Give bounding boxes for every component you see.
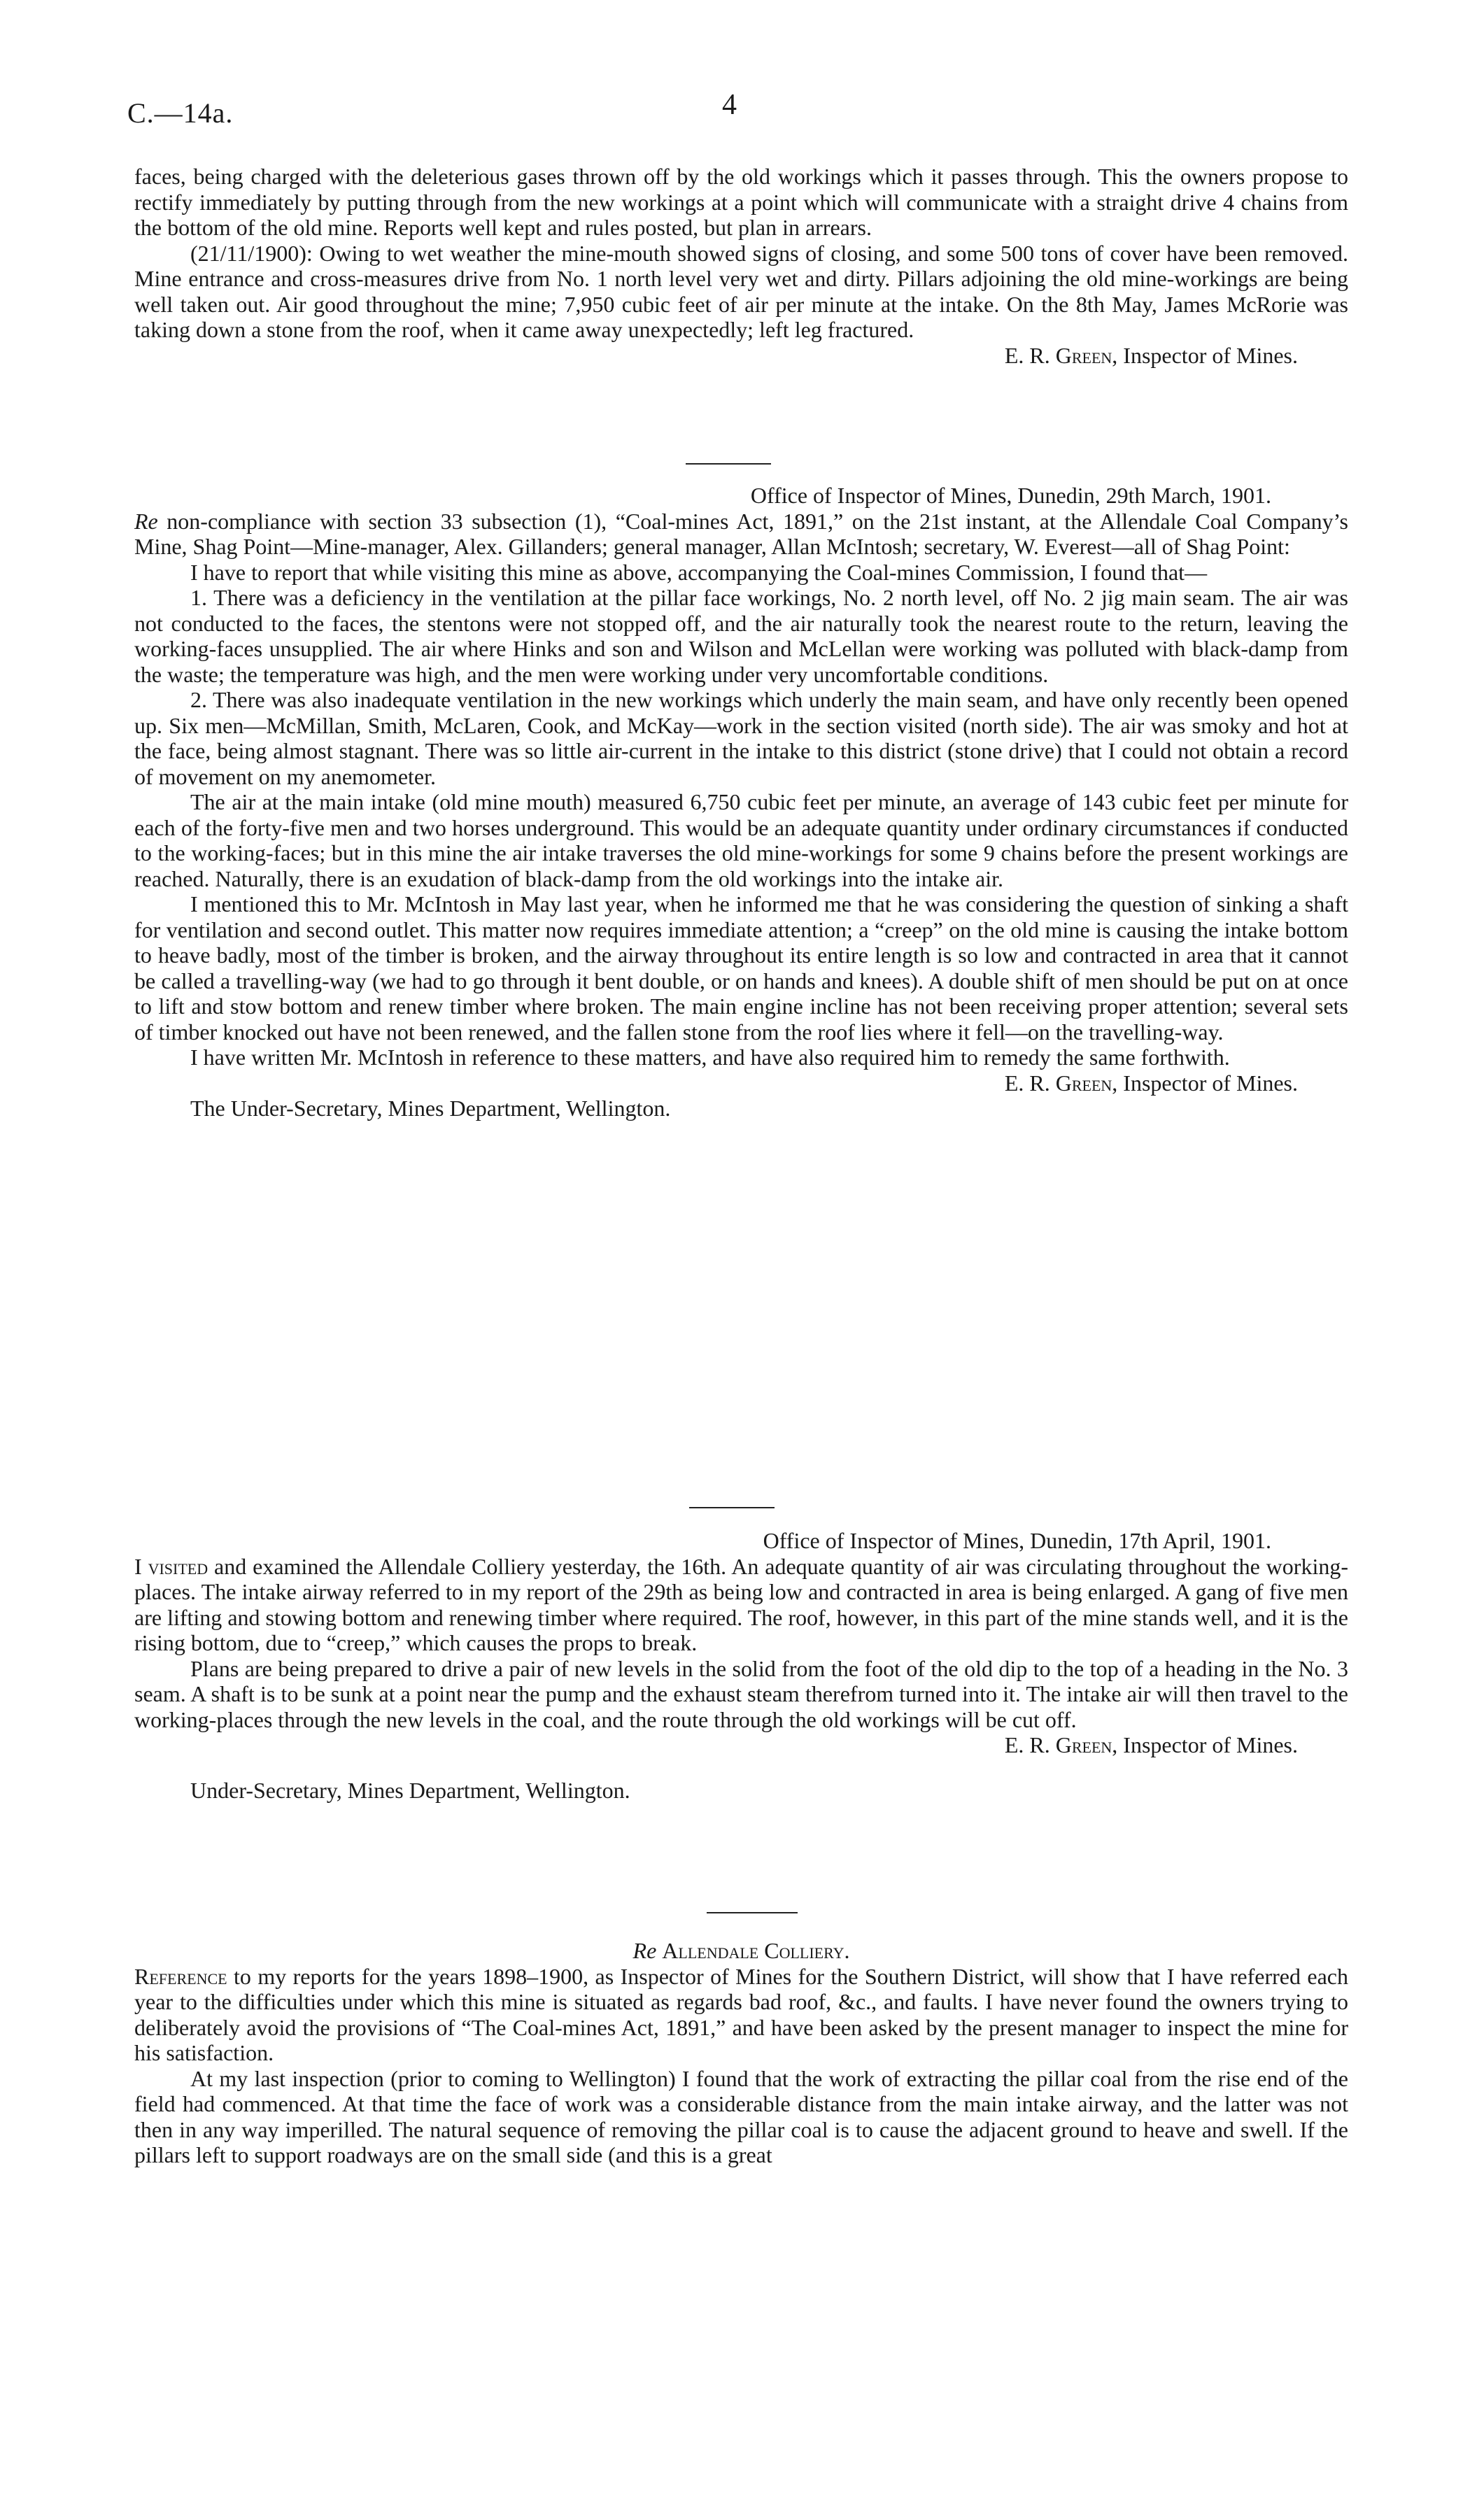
paragraph: I have written Mr. McIntosh in reference to these matters, and have also required him to remedy the same forthwith. — [190, 1045, 1230, 1070]
signature — [134, 343, 1348, 369]
paragraph: 1. There was a deficiency in the ventilation at the pillar face workings, No. 2 north level, off No. 2 jig main seam. The air was not conducted to the faces, the stentons were not stopped off, and the air naturally took the nearest route to the return, leaving the working-faces unsupplied. The air where Hinks and son and Wilson and McLellan were working was polluted with black-damp from the waste; the temperature was high, and the men were working under very uncomfortable conditions. — [134, 585, 1348, 687]
addressee: The Under-Secretary, Mines Department, Wellington. — [190, 1096, 671, 1121]
paragraph: I have to report that while visiting this mine as above, accompanying the Coal-mines Commission, I found that— — [190, 559, 1208, 585]
series-code: C.—14a. — [127, 97, 234, 129]
lead-word: I visited — [134, 1553, 209, 1579]
re-text: non-compliance with section 33 subsection (1), “Coal-mines Act, 1891,” on the 21st instant, at the Allendale Coal Company’s Mine, Shag Point—Mine-manager, Alex. Gillanders; general manager, Allan McIntosh; secretary, W. Everest—all of Shag Point: — [134, 508, 1348, 559]
paragraph-text: to my reports for the years 1898–1900, as Inspector of Mines for the Southern District, will show that I have referred each year to the difficulties under which this mine is situated as regards bad roof, &c., and faults. I have never found the owners trying to deliberately avoid the provisions of “The Coal-mines Act, 1891,” and have been asked by the present manager to inspect the mine for his satisfaction. — [134, 1963, 1348, 2065]
lead-word: Reference — [134, 1963, 227, 1989]
paragraph-text: and examined the Allendale Colliery yesterday, the 16th. An adequate quantity of air was circulating throughout the working-places. The intake airway referred to in my report of the 29th as being low and contracted in area is being enlarged. A gang of five men are lifting and stowing bottom and renewing timber where required. The roof, however, in this part of the mine stands well, and it is the rising bottom, due to “creep,” which causes the props to break. — [134, 1553, 1348, 1655]
title-re: Re — [632, 1938, 657, 1963]
section-1 — [134, 164, 1348, 368]
re-word: Re — [134, 508, 158, 534]
signature-name: E. R. Green — [1004, 1732, 1112, 1757]
paragraph: 2. There was also inadequate ventilation in the new workings which underly the main seam, and have only recently been opened up. Six men—McMillan, Smith, McLaren, Cook, and McKay—work in the section visited (north side). The air was smoky and hot at the face, being almost stagnant. There was so little air-current in the intake to this district (stone drive) that I could not obtain a record of movement on my anemometer. — [134, 687, 1348, 789]
paragraph: The air at the main intake (old mine mouth) measured 6,750 cubic feet per minute, an average of 143 cubic feet per minute for each of the forty-five men and two horses underground. This would be an adequate quantity under ordinary circumstances if conducted to the working-faces; but in this mine the air intake traverses the old mine-workings for some 9 chains before the present workings are reached. Naturally, there is an exudation of black-damp from the old workings into the intake air. — [134, 789, 1348, 891]
signature — [134, 1070, 1348, 1096]
signature — [134, 1732, 1348, 1758]
signature-title: , Inspector of Mines. — [1112, 1070, 1298, 1096]
re-paragraph — [134, 509, 1348, 560]
office-line: Office of Inspector of Mines, Dunedin, 17th April, 1901. — [763, 1528, 1271, 1553]
section-4 — [134, 1938, 1348, 2168]
paragraph: At my last inspection (prior to coming to Wellington) I found that the work of extracting the pillar coal from the rise end of the field had commenced. At that time the face of work was a considerable distance from the main intake airway, and the latter was not then in any way imperilled. The natural sequence of removing the pillar coal is to cause the adjacent ground to heave and swell. If the pillars left to support roadways are on the small side (and this is a great — [134, 2065, 1348, 2167]
section-divider — [689, 1507, 775, 1508]
section-3 — [134, 1528, 1348, 1803]
signature-name: E. R. Green — [1004, 342, 1112, 368]
section-2 — [134, 483, 1348, 1121]
office-line: Office of Inspector of Mines, Dunedin, 29th March, 1901. — [750, 483, 1271, 508]
paragraph: Plans are being prepared to drive a pair of new levels in the solid from the foot of the old dip to the top of a heading in the No. 3 seam. A shaft is to be sunk at a point near the pump and the exhaust steam therefrom turned into it. The intake air will then travel to the working-places through the new levels in the coal, and the route through the old workings will be cut off. — [134, 1655, 1348, 1732]
signature-title: , Inspector of Mines. — [1112, 1732, 1298, 1757]
paragraph — [134, 1964, 1348, 2066]
title-text: Allendale Colliery. — [662, 1938, 850, 1963]
paragraph — [134, 1554, 1348, 1656]
section-divider — [707, 1912, 798, 1913]
paragraph: (21/11/1900): Owing to wet weather the mine-mouth showed signs of closing, and some 500 tons of cover have been removed. Mine entrance and cross-measures drive from No. 1 north level very wet and dirty. Pillars adjoining the old mine-workings are being well taken out. Air good throughout the mine; 7,950 cubic feet of air per minute at the intake. On the 8th May, James McRorie was taking down a stone from the roof, when it came away unexpectedly; left leg fractured. — [134, 240, 1348, 342]
page-number: 4 — [722, 89, 737, 121]
paragraph: I mentioned this to Mr. McIntosh in May last year, when he informed me that he was considering the question of sinking a shaft for ventilation and second outlet. This matter now requires immediate attention; a “creep” on the old mine is causing the intake bottom to heave badly, most of the timber is broken, and the airway throughout its entire length is so low and contracted in area that it cannot be called a travelling-way (we had to go through it bent double, or on hands and knees). A double shift of men should be put on at once to lift and stow bottom and renew timber where broken. The main engine incline has not been receiving proper attention; several sets of timber knocked out have not been renewed, and the fallen stone from the roof lies where it fell—on the travelling-way. — [134, 891, 1348, 1045]
signature-name: E. R. Green — [1004, 1070, 1112, 1096]
section-title — [134, 1938, 1348, 1964]
addressee: Under-Secretary, Mines Department, Wellington. — [190, 1777, 630, 1803]
section-divider — [686, 463, 771, 465]
signature-title: , Inspector of Mines. — [1112, 342, 1298, 368]
paragraph: faces, being charged with the deleterious gases thrown off by the old workings which it passes through. This the owners propose to rectify immediately by putting through from the new workings at a point which will communicate with a straight drive 4 chains from the bottom of the old mine. Reports well kept and rules posted, but plan in arrears. — [134, 164, 1348, 240]
